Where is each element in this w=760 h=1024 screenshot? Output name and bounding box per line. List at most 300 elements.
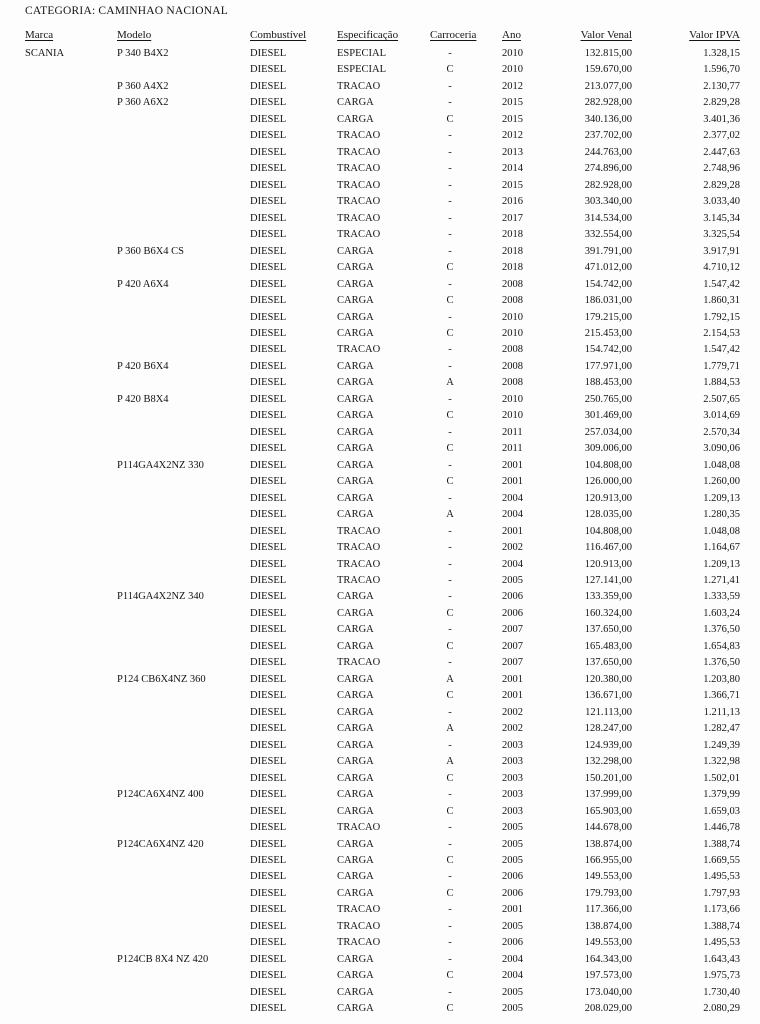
cell-carroceria: - [448,558,452,570]
cell-valor-venal: 301.469,00 [584,410,632,422]
cell-ano: 2008 [502,360,523,372]
cell-ano: 2015 [502,113,523,125]
cell-especificacao: CARGA [337,789,374,801]
cell-ano: 2005 [502,1003,523,1015]
cell-especificacao: CARGA [337,723,374,735]
cell-valor-ipva: 1.280,35 [703,509,740,521]
cell-ano: 2010 [502,311,523,323]
cell-valor-ipva: 1.654,83 [703,640,740,652]
cell-valor-venal: 303.340,00 [584,196,632,208]
cell-valor-venal: 314.534,00 [584,212,632,224]
table-row [25,919,740,935]
cell-valor-ipva: 3.145,34 [703,212,740,224]
table-row [25,425,740,441]
cell-valor-venal: 132.298,00 [584,756,632,768]
cell-valor-venal: 244.763,00 [584,146,632,158]
table-row [25,606,740,622]
cell-valor-ipva: 1.495,53 [703,871,740,883]
table-row [25,968,740,984]
cell-valor-ipva: 1.596,70 [703,64,740,76]
cell-marca: SCANIA [25,48,65,59]
table-row [25,507,740,523]
table-row [25,46,740,62]
cell-combustivel: DIESEL [250,607,287,619]
cell-valor-venal: 213.077,00 [584,80,632,92]
table-row [25,458,740,474]
cell-especificacao: CARGA [337,97,374,109]
cell-valor-ipva: 1.328,15 [703,48,740,59]
cell-carroceria: - [448,163,452,175]
cell-valor-venal: 150.201,00 [584,772,632,784]
cell-combustivel: DIESEL [250,97,287,109]
cell-combustivel: DIESEL [250,986,287,998]
cell-modelo: P 420 A6X4 [117,278,169,290]
table-row [25,622,740,638]
cell-valor-ipva: 1.209,13 [703,492,740,504]
cell-ano: 2010 [502,327,523,339]
column-header-valor-ipva: Valor IPVA [689,29,740,41]
cell-especificacao: TRACAO [337,196,381,208]
cell-ano: 2005 [502,822,523,834]
cell-ano: 2013 [502,146,523,158]
cell-valor-ipva: 2.507,65 [703,393,740,405]
table-header-row [25,29,740,41]
cell-carroceria: C [446,327,454,339]
cell-combustivel: DIESEL [250,854,287,866]
cell-valor-ipva: 1.860,31 [703,295,740,307]
cell-valor-ipva: 1.271,41 [703,575,740,586]
cell-carroceria: - [448,278,452,290]
cell-valor-venal: 149.553,00 [584,871,632,883]
cell-carroceria: C [446,443,454,455]
table-row [25,441,740,457]
cell-valor-venal: 197.573,00 [584,970,632,982]
cell-valor-venal: 154.742,00 [584,344,632,356]
cell-ano: 2006 [502,871,523,883]
cell-ano: 2001 [502,904,523,916]
column-header-especificacao: Especificação [337,29,399,41]
cell-valor-venal: 137.650,00 [584,624,632,636]
cell-modelo: P 360 B6X4 CS [117,245,185,257]
table-row [25,326,740,342]
cell-valor-venal: 117.366,00 [585,904,632,916]
cell-valor-venal: 120.913,00 [584,558,632,570]
cell-combustivel: DIESEL [250,920,287,932]
cell-combustivel: DIESEL [250,838,287,850]
cell-carroceria: - [448,904,452,916]
cell-carroceria: - [448,986,452,998]
cell-ano: 2007 [502,640,523,652]
cell-valor-venal: 104.808,00 [584,459,632,471]
cell-valor-ipva: 1.669,55 [703,854,740,866]
cell-valor-venal: 120.380,00 [584,673,632,685]
cell-valor-venal: 215.453,00 [584,327,632,339]
table-row [25,738,740,754]
cell-combustivel: DIESEL [250,970,287,982]
cell-valor-venal: 471.012,00 [584,262,632,274]
table-row [25,178,740,194]
cell-combustivel: DIESEL [250,393,287,405]
table-row [25,655,740,671]
cell-modelo: P124CA6X4NZ 400 [117,789,204,801]
cell-valor-venal: 237.702,00 [584,130,632,142]
cell-valor-venal: 274.896,00 [584,163,632,175]
cell-valor-venal: 137.650,00 [584,657,632,669]
cell-combustivel: DIESEL [250,80,287,92]
cell-valor-ipva: 3.090,06 [703,443,740,455]
cell-ano: 2015 [502,179,523,191]
cell-combustivel: DIESEL [250,558,287,570]
cell-ano: 2003 [502,789,523,801]
cell-especificacao: TRACAO [337,229,381,241]
cell-ano: 2018 [502,229,523,241]
cell-valor-venal: 177.971,00 [584,360,632,372]
table-row [25,128,740,144]
cell-valor-venal: 121.113,00 [585,706,632,718]
cell-combustivel: DIESEL [250,640,287,652]
cell-ano: 2016 [502,196,523,208]
table-row [25,639,740,655]
table-row [25,310,740,326]
table-row [25,557,740,573]
cell-valor-venal: 154.742,00 [584,278,632,290]
cell-carroceria: A [446,723,454,735]
cell-combustivel: DIESEL [250,311,287,323]
cell-combustivel: DIESEL [250,509,287,521]
cell-especificacao: CARGA [337,311,374,323]
cell-combustivel: DIESEL [250,673,287,685]
cell-carroceria: - [448,393,452,405]
cell-carroceria: - [448,146,452,158]
cell-especificacao: CARGA [337,327,374,339]
cell-valor-ipva: 1.249,39 [703,739,740,751]
cell-ano: 2010 [502,64,523,76]
cell-carroceria: C [446,640,454,652]
cell-valor-venal: 282.928,00 [584,179,632,191]
cell-especificacao: CARGA [337,854,374,866]
cell-carroceria: - [448,130,452,142]
cell-valor-ipva: 1.779,71 [703,360,740,372]
cell-especificacao: CARGA [337,739,374,751]
cell-ano: 2001 [502,459,523,471]
table-row [25,589,740,605]
cell-valor-ipva: 3.033,40 [703,196,740,208]
cell-valor-venal: 179.793,00 [584,887,632,899]
table-row [25,342,740,358]
cell-combustivel: DIESEL [250,904,287,916]
cell-ano: 2015 [502,97,523,109]
table-row [25,869,740,885]
cell-especificacao: CARGA [337,772,374,784]
cell-combustivel: DIESEL [250,130,287,142]
cell-especificacao: CARGA [337,476,374,488]
cell-valor-venal: 136.671,00 [584,690,632,702]
cell-carroceria: - [448,525,452,537]
cell-ano: 2010 [502,48,523,59]
cell-valor-venal: 165.483,00 [584,640,632,652]
cell-ano: 2008 [502,278,523,290]
table-row [25,688,740,704]
cell-combustivel: DIESEL [250,706,287,718]
cell-especificacao: CARGA [337,393,374,405]
table-row [25,787,740,803]
cell-valor-ipva: 1.164,67 [703,542,740,554]
cell-valor-ipva: 3.325,54 [703,229,740,241]
table-row [25,359,740,375]
cell-valor-venal: 173.040,00 [584,986,632,998]
table-row [25,244,740,260]
cell-carroceria: C [446,476,454,488]
cell-valor-ipva: 1.379,99 [703,789,740,801]
table-row [25,771,740,787]
table-row [25,408,740,424]
cell-especificacao: CARGA [337,492,374,504]
cell-modelo: P 340 B4X2 [117,48,169,59]
cell-ano: 2004 [502,492,523,504]
cell-combustivel: DIESEL [250,657,287,669]
cell-valor-ipva: 2.829,28 [703,179,740,191]
cell-carroceria: - [448,212,452,224]
cell-especificacao: ESPECIAL [337,64,387,76]
cell-ano: 2001 [502,525,523,537]
cell-carroceria: - [448,229,452,241]
cell-carroceria: - [448,624,452,636]
table-row [25,705,740,721]
cell-especificacao: CARGA [337,970,374,982]
cell-combustivel: DIESEL [250,525,287,537]
column-header-modelo: Modelo [117,29,152,41]
table-row [25,491,740,507]
cell-carroceria: - [448,426,452,438]
cell-especificacao: CARGA [337,509,374,521]
cell-especificacao: CARGA [337,607,374,619]
table-row [25,194,740,210]
table-row [25,161,740,177]
cell-ano: 2017 [502,212,523,224]
cell-carroceria: - [448,871,452,883]
cell-especificacao: TRACAO [337,179,381,191]
cell-valor-venal: 332.554,00 [584,229,632,241]
cell-valor-venal: 104.808,00 [584,525,632,537]
cell-especificacao: TRACAO [337,558,381,570]
cell-carroceria: - [448,80,452,92]
cell-carroceria: - [448,344,452,356]
cell-carroceria: A [446,756,454,768]
cell-carroceria: - [448,739,452,751]
cell-carroceria: - [448,657,452,669]
cell-ano: 2011 [502,443,523,455]
cell-ano: 2007 [502,657,523,669]
cell-ano: 2003 [502,739,523,751]
table-row [25,474,740,490]
cell-carroceria: - [448,48,452,59]
cell-especificacao: CARGA [337,640,374,652]
cell-combustivel: DIESEL [250,476,287,488]
cell-especificacao: TRACAO [337,146,381,158]
cell-combustivel: DIESEL [250,723,287,735]
cell-especificacao: CARGA [337,377,374,389]
cell-modelo: P124CA6X4NZ 420 [117,838,204,850]
cell-valor-ipva: 2.748,96 [703,163,740,175]
cell-especificacao: CARGA [337,426,374,438]
cell-ano: 2004 [502,953,523,965]
column-header-ano: Ano [502,29,521,41]
table-row [25,573,740,589]
cell-carroceria: - [448,920,452,932]
cell-combustivel: DIESEL [250,805,287,817]
cell-ano: 2011 [502,426,523,438]
cell-carroceria: - [448,937,452,949]
cell-ano: 2008 [502,377,523,389]
cell-especificacao: CARGA [337,262,374,274]
cell-valor-ipva: 1.884,53 [703,377,740,389]
cell-especificacao: CARGA [337,245,374,257]
cell-valor-ipva: 1.048,08 [703,525,740,537]
cell-ano: 2007 [502,624,523,636]
cell-valor-ipva: 1.203,80 [703,673,740,685]
cell-ano: 2006 [502,887,523,899]
cell-valor-ipva: 1.333,59 [703,591,740,603]
cell-valor-venal: 340.136,00 [584,113,632,125]
cell-ano: 2004 [502,509,523,521]
cell-valor-venal: 138.874,00 [584,920,632,932]
cell-carroceria: - [448,542,452,554]
cell-combustivel: DIESEL [250,871,287,883]
cell-valor-venal: 144.678,00 [584,822,632,834]
cell-carroceria: - [448,311,452,323]
table-row [25,227,740,243]
cell-carroceria: C [446,410,454,422]
cell-valor-ipva: 1.547,42 [703,344,740,356]
cell-valor-venal: 165.903,00 [584,805,632,817]
cell-carroceria: C [446,607,454,619]
cell-especificacao: TRACAO [337,542,381,554]
cell-ano: 2010 [502,410,523,422]
table-row [25,293,740,309]
table-row [25,1001,740,1017]
table-row [25,754,740,770]
cell-carroceria: C [446,854,454,866]
cell-valor-venal: 250.765,00 [584,393,632,405]
cell-combustivel: DIESEL [250,772,287,784]
cell-valor-ipva: 1.322,98 [703,756,740,768]
cell-carroceria: C [446,772,454,784]
cell-valor-venal: 159.670,00 [584,64,632,76]
cell-valor-ipva: 1.366,71 [703,690,740,702]
cell-valor-ipva: 1.388,74 [703,838,740,850]
cell-modelo: P124 CB6X4NZ 360 [117,673,206,685]
cell-combustivel: DIESEL [250,262,287,274]
cell-ano: 2012 [502,130,523,142]
cell-valor-venal: 309.006,00 [584,443,632,455]
cell-combustivel: DIESEL [250,542,287,554]
cell-ano: 2008 [502,295,523,307]
cell-modelo: P 360 A6X2 [117,97,169,109]
cell-valor-venal: 149.553,00 [584,937,632,949]
column-header-marca: Marca [25,29,54,41]
cell-combustivel: DIESEL [250,690,287,702]
cell-combustivel: DIESEL [250,212,287,224]
cell-combustivel: DIESEL [250,492,287,504]
cell-ano: 2005 [502,986,523,998]
cell-especificacao: CARGA [337,1003,374,1015]
cell-valor-ipva: 1.048,08 [703,459,740,471]
cell-valor-venal: 186.031,00 [584,295,632,307]
table-row [25,211,740,227]
cell-especificacao: CARGA [337,805,374,817]
cell-combustivel: DIESEL [250,146,287,158]
cell-carroceria: C [446,295,454,307]
cell-especificacao: CARGA [337,986,374,998]
cell-carroceria: C [446,1003,454,1015]
cell-valor-venal: 124.939,00 [584,739,632,751]
cell-especificacao: TRACAO [337,920,381,932]
cell-valor-ipva: 1.643,43 [703,953,740,965]
table-row [25,853,740,869]
cell-valor-venal: 128.247,00 [584,723,632,735]
cell-especificacao: CARGA [337,113,374,125]
cell-ano: 2005 [502,575,523,586]
cell-valor-venal: 179.215,00 [584,311,632,323]
cell-valor-ipva: 1.211,13 [703,706,740,718]
table-row [25,540,740,556]
cell-combustivel: DIESEL [250,756,287,768]
cell-carroceria: - [448,575,452,586]
cell-valor-venal: 116.467,00 [585,542,632,554]
cell-valor-venal: 208.029,00 [584,1003,632,1015]
cell-especificacao: TRACAO [337,130,381,142]
cell-combustivel: DIESEL [250,295,287,307]
cell-combustivel: DIESEL [250,48,287,59]
cell-especificacao: CARGA [337,459,374,471]
cell-carroceria: - [448,591,452,603]
cell-ano: 2001 [502,673,523,685]
cell-valor-venal: 133.359,00 [584,591,632,603]
cell-carroceria: - [448,789,452,801]
cell-valor-ipva: 1.502,01 [703,772,740,784]
cell-especificacao: CARGA [337,410,374,422]
cell-ano: 2003 [502,772,523,784]
cell-especificacao: TRACAO [337,575,381,586]
cell-combustivel: DIESEL [250,163,287,175]
cell-valor-venal: 137.999,00 [584,789,632,801]
cell-especificacao: TRACAO [337,212,381,224]
cell-combustivel: DIESEL [250,344,287,356]
cell-especificacao: ESPECIAL [337,48,387,59]
cell-carroceria: C [446,887,454,899]
cell-combustivel: DIESEL [250,624,287,636]
cell-carroceria: - [448,97,452,109]
cell-ano: 2008 [502,344,523,356]
table-row [25,62,740,78]
cell-valor-venal: 257.034,00 [584,426,632,438]
table-row [25,837,740,853]
cell-valor-venal: 188.453,00 [584,377,632,389]
table-row [25,902,740,918]
cell-valor-ipva: 1.547,42 [703,278,740,290]
table-row [25,392,740,408]
table-row [25,721,740,737]
cell-valor-venal: 282.928,00 [584,97,632,109]
cell-carroceria: C [446,805,454,817]
cell-especificacao: CARGA [337,673,374,685]
cell-valor-ipva: 1.388,74 [703,920,740,932]
cell-especificacao: CARGA [337,443,374,455]
table-row [25,524,740,540]
cell-combustivel: DIESEL [250,245,287,257]
cell-ano: 2002 [502,542,523,554]
column-header-valor-venal: Valor Venal [580,29,632,41]
